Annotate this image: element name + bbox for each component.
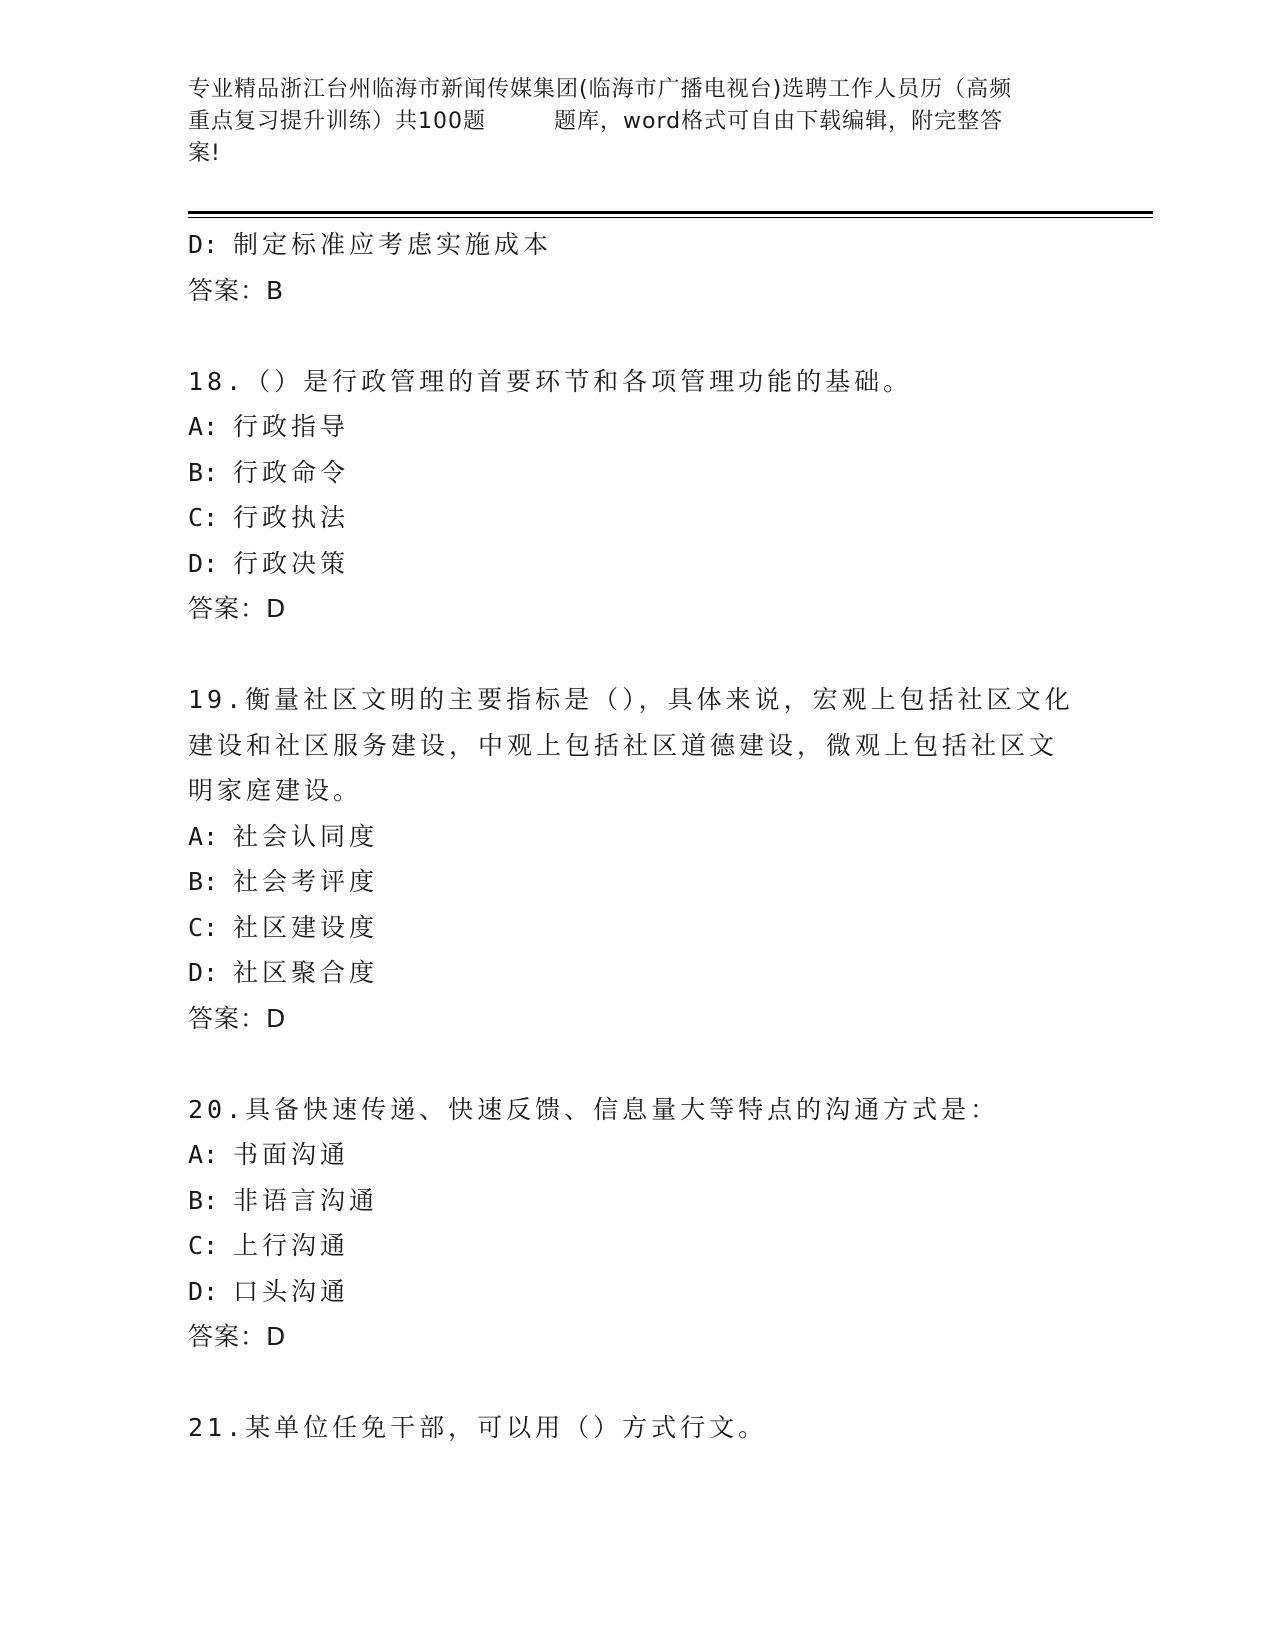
header-line-2b: 题库，word格式可自由下载编辑，附完整答: [554, 109, 1004, 134]
option-b: B: 社会考评度: [188, 867, 379, 896]
question-19-line-1: 19.衡量社区文明的主要指标是（），具体来说，宏观上包括社区文化: [188, 685, 1074, 714]
question-20: 20.具备快速传递、快速反馈、信息量大等特点的沟通方式是：: [188, 1094, 1000, 1124]
header-line-2a: 重点复习提升训练）共100题: [188, 109, 486, 134]
answer: 答案：D: [188, 594, 287, 623]
header-line-2: [188, 106, 1088, 138]
option-a: A: 行政指导: [188, 412, 350, 441]
question-21: 21.某单位任免干部，可以用（）方式行文。: [188, 1413, 768, 1442]
header-line-1: 专业精品浙江台州临海市新闻传媒集团(临海市广播电视台)选聘工作人员历（高频: [188, 77, 1013, 102]
question-19-line-2: 建设和社区服务建设，中观上包括社区道德建设，微观上包括社区文: [188, 730, 1059, 760]
answer: 答案：D: [188, 1322, 287, 1351]
option-c: C: 社区建设度: [188, 912, 379, 942]
answer: 答案：D: [188, 1003, 287, 1033]
option-b: B: 非语言沟通: [188, 1185, 379, 1215]
option-d: D: 口头沟通: [188, 1276, 350, 1306]
option-a: A: 书面沟通: [188, 1140, 350, 1169]
question-18: 18.（）是行政管理的首要环节和各项管理功能的基础。: [188, 366, 913, 396]
option-d: D: 行政决策: [188, 548, 350, 578]
option-c: C: 上行沟通: [188, 1231, 350, 1260]
option-d: D: 制定标准应考虑实施成本: [188, 230, 553, 259]
option-a: A: 社会认同度: [188, 821, 379, 851]
header-divider-thin: [188, 217, 1153, 218]
question-content: [188, 222, 1108, 1451]
answer: 答案：B: [188, 275, 285, 305]
document-header: [188, 74, 1088, 170]
option-c: C: 行政执法: [188, 503, 350, 532]
option-b: B: 行政命令: [188, 457, 350, 487]
header-line-3: 案!: [188, 141, 221, 166]
header-divider-thick: [188, 211, 1153, 214]
option-d: D: 社区聚合度: [188, 958, 379, 987]
question-19-line-3: 明家庭建设。: [188, 776, 363, 805]
